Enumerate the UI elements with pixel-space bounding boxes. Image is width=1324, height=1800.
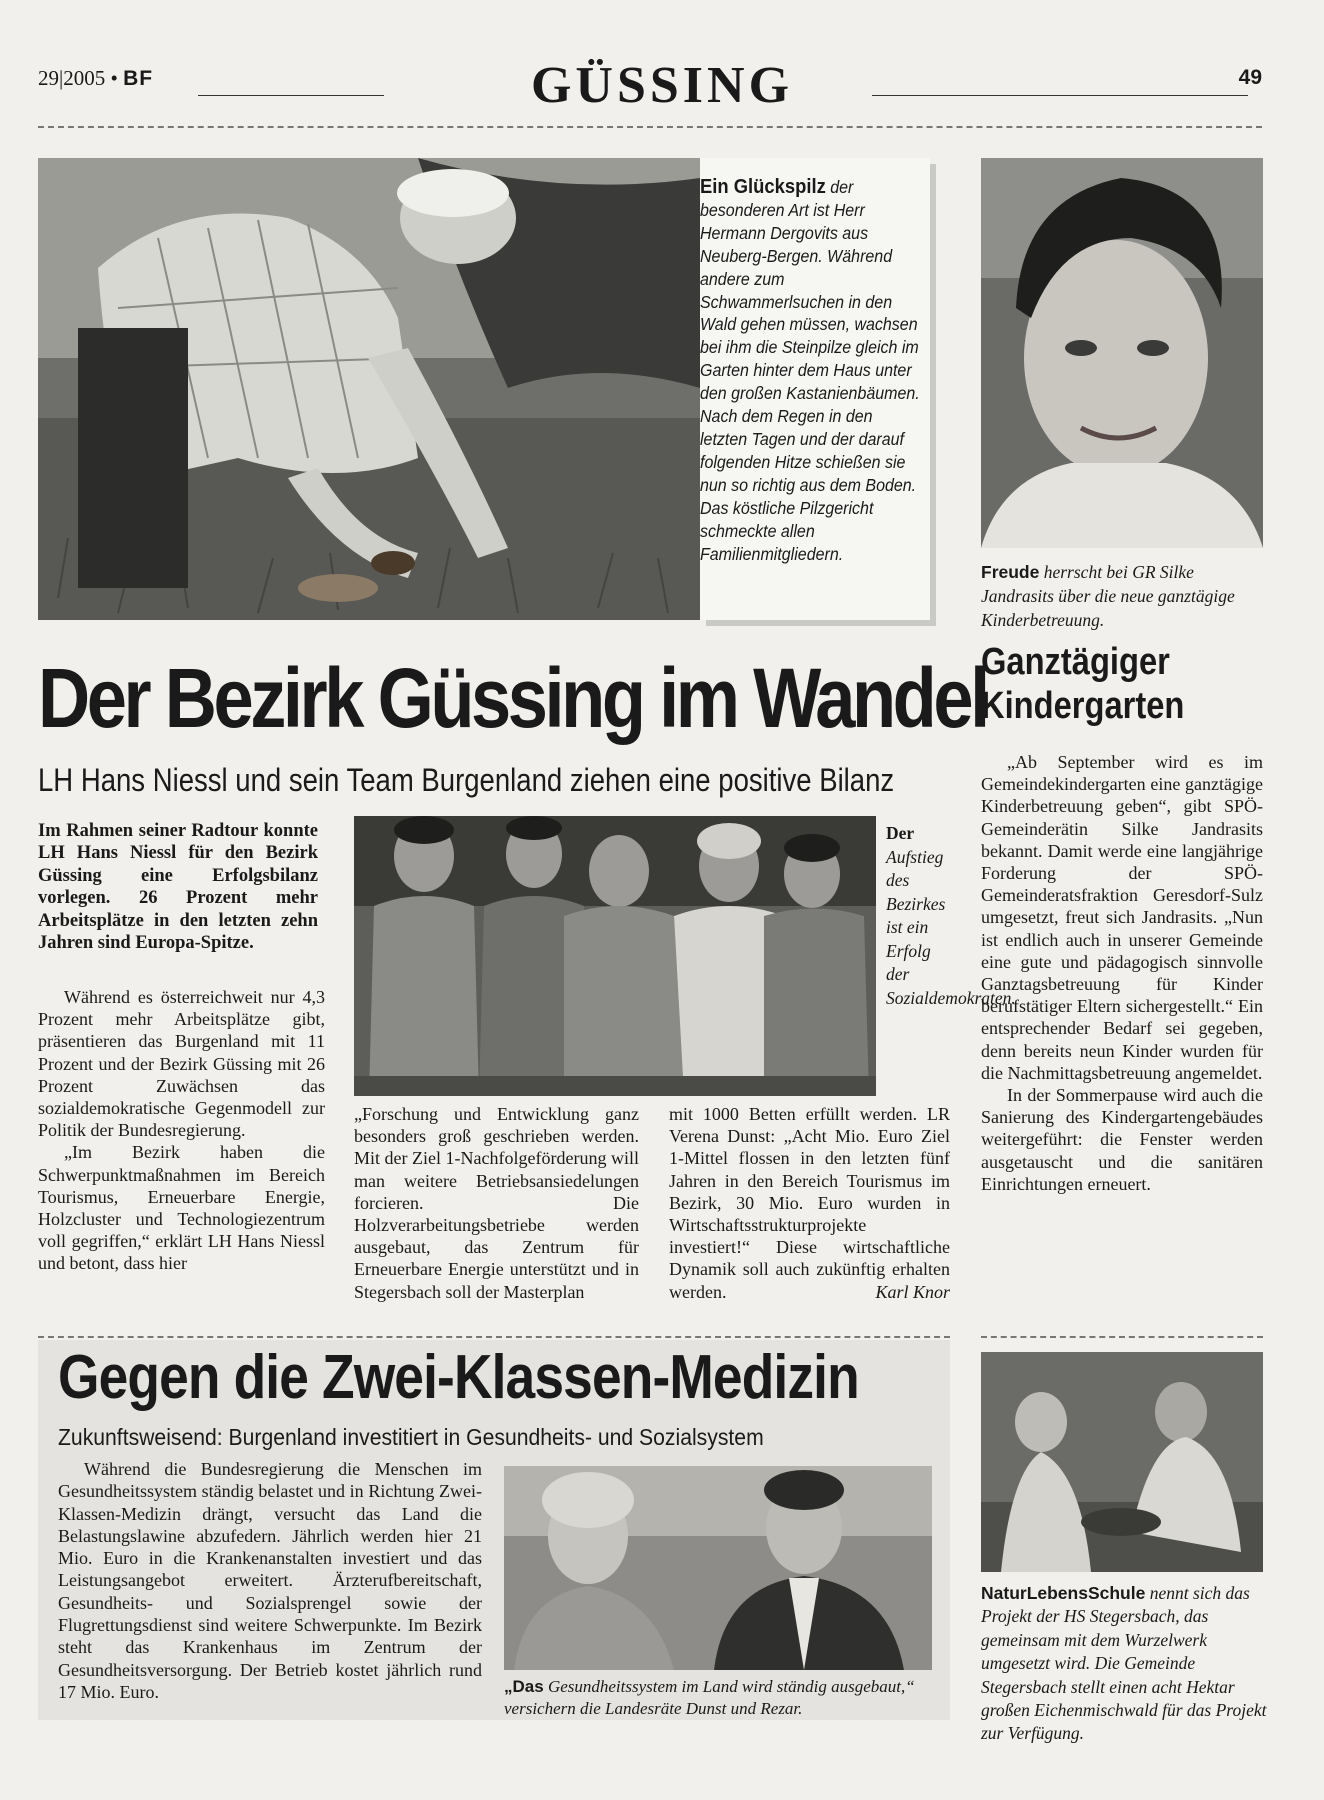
article-column-1 [38, 986, 325, 1275]
mushroom-caption-text: der besonderen Art ist Herr Hermann Dergovits aus Neuberg-Bergen. Während andere zum Schwammerlsuchen in den Wald gehen müssen, wachsen bei ihm die Steinpilze gleich im Garten hinter dem Haus unter den großen Kastanienbäumen. Nach dem Regen in den letzten Tagen und der darauf folgenden Hitze schießen sie nun so richtig aus dem Boden. Das köstliche Pilzgericht schmeckte allen Familienmitgliedern. [700, 177, 920, 564]
article-column-3 [669, 1103, 950, 1303]
health-paragraph: Während die Bundesregierung die Menschen im Gesundheitssystem ständig belastet und in Richtung Zwei-Klassen-Medizin drängt, versucht das Land die Belastungslawine abzufedern. Jährlich werden hier 21 Mio. Euro in die Krankenanstalten investiert und das Leistungsangebot erweitert. Ärzterufbereitschaft, Gesundheits- und Sozialsprengel sowie der Flugrettungsdienst sind weitere Schwerpunkte. Im Bezirk steht das Krankenhaus im Zentrum der Gesundheitsversorgung. Der Betrieb kostet jährlich rund 17 Mio. Euro. [58, 1459, 482, 1702]
ministers-caption-text: Gesundheitssystem im Land wird ständig ausgebaut,“ versichern die Landesräte Dunst und Rezar. [504, 1677, 915, 1718]
team-photo [354, 816, 876, 1096]
portrait-caption-text: herrscht bei GR Silke Jandrasits über die neue ganztägige Kinderbetreuung. [981, 562, 1235, 630]
col3-paragraph [669, 1103, 950, 1303]
main-headline: Der Bezirk Güssing im Wandel [38, 651, 987, 745]
health-body [58, 1458, 482, 1703]
section-title: GÜSSING [530, 57, 794, 114]
kindergarten-headline [981, 640, 1184, 728]
portrait-caption-lead: Freude [981, 562, 1040, 582]
col2-paragraph: „Forschung und Entwicklung ganz besonders groß geschrieben werden. Mit der Ziel 1-Nachfolgeförderung will man weitere Betriebsansiedelungen forcieren. Die Holzverarbeitungsbetriebe werden ausgebaut, das Zentrum für Erneuerbare Energie unterstützt und in Stegersbach soll der Masterplan [354, 1104, 639, 1302]
ministers-photo [504, 1466, 932, 1670]
ministers-caption [504, 1676, 944, 1720]
header-rule-right [872, 95, 1248, 96]
mushroom-photo [38, 158, 700, 620]
main-subheadline: LH Hans Niessl und sein Team Burgenland ziehen eine positive Bilanz [38, 762, 895, 798]
team-caption-text: Aufstieg des Bezirkes ist ein Erfolg der Sozialdemokraten. [886, 846, 1016, 1008]
author-byline: Karl Knor [875, 1281, 950, 1302]
col3-text: mit 1000 Betten erfüllt werden. LR Verena Dunst: „Acht Mio. Euro Ziel 1-Mittel flossen in den letzten fünf Jahren in den Bereich Tourismus im Bezirk, 30 Mio. Euro wurden in Wirtschaftsstrukturprojekte investiert!“ Diese wirtschaftliche Dynamik soll auch zukünftig erhalten werden. [669, 1104, 950, 1302]
health-headline: Gegen die Zwei-Klassen-Medizin [58, 1343, 859, 1412]
article-column-2 [354, 1103, 639, 1303]
issue-number: 29|2005 • [38, 66, 118, 90]
kindergarten-paragraph-2: In der Sommerpause wird auch die Sanierung des Kindergartengebäudes weitergeführt: die Fenster werden ausgetauscht und die sanitären Einrichtungen erneuert. [981, 1085, 1263, 1194]
team-caption [886, 822, 1016, 1010]
mushroom-caption [700, 176, 921, 565]
kindergarten-body [981, 751, 1263, 1195]
ministers-caption-lead: „Das [504, 1677, 544, 1696]
mushroom-caption-lead: Ein Glückspilz [700, 176, 826, 198]
header-divider [38, 126, 1262, 128]
portrait-photo [981, 158, 1263, 548]
col1-paragraph-2: „Im Bezirk haben die Schwerpunktmaßnahmen im Bereich Tourismus, Erneuerbare Energie, Holzcluster und Technologiezentrum voll gegriffen,“ erklärt LH Hans Niessl und betont, dass hier [38, 1142, 325, 1274]
team-caption-lead: Der [886, 823, 915, 843]
kindergarten-headline-line2: Kindergarten [981, 685, 1185, 727]
school-caption-lead: NaturLebensSchule [981, 1583, 1146, 1603]
publication-name: BF [123, 67, 154, 90]
portrait-caption [981, 560, 1271, 632]
lead-paragraph [38, 820, 318, 954]
school-divider [981, 1336, 1263, 1338]
school-photo [981, 1352, 1263, 1572]
col1-paragraph-1: Während es österreichweit nur 4,3 Prozent mehr Arbeitsplätze gibt, präsentieren das Burgenland mit 11 Prozent und der Bezirk Güssing mit 26 Prozent Zuwächsen das sozialdemokratische Gegenmodell zur Politik der Bundesregierung. [38, 987, 325, 1141]
kindergarten-paragraph-1: „Ab September wird es im Gemeindekindergarten eine ganztägige Kinderbetreuung geben“, gibt SPÖ-Gemeinderätin Silke Jandrasits bekannt. Damit werde eine langjährige Forderung der SPÖ-Gemeinderatsfraktion Geresdorf-Sulz umgesetzt, freut sich Jandrasits. „Nun ist endlich auch in unserer Gemeinde eine gute und pädagogisch sinnvolle Ganztagsbetreuung für Kinder berufstätiger Eltern sichergestellt.“ Ein entsprechender Bedarf sei gegeben, denn bereits neun Kinder wurden für die Nachmittagsbetreuung angemeldet. [981, 752, 1263, 1083]
page-number: 49 [1238, 66, 1262, 89]
kindergarten-headline-line1: Ganztägiger [981, 641, 1170, 683]
lead-text: Im Rahmen seiner Radtour konnte LH Hans Niessl für den Bezirk Güssing eine Erfolgsbilanz vorlegen. 26 Prozent mehr Arbeitsplätze in den letzten zehn Jahren sind Europa-Spitze. [38, 821, 318, 954]
school-caption-text: nennt sich das Projekt der HS Stegersbach, das gemeinsam mit dem Wurzelwerk umgesetzt wird. Die Gemeinde Stegersbach stellt einen acht Hektar großen Eichenmischwald für das Projekt zur Verfügung. [981, 1583, 1267, 1744]
health-subheadline: Zukunftsweisend: Burgenland investitiert in Gesundheits- und Sozialsystem [58, 1424, 764, 1450]
health-divider [38, 1336, 950, 1338]
school-caption [981, 1582, 1271, 1746]
